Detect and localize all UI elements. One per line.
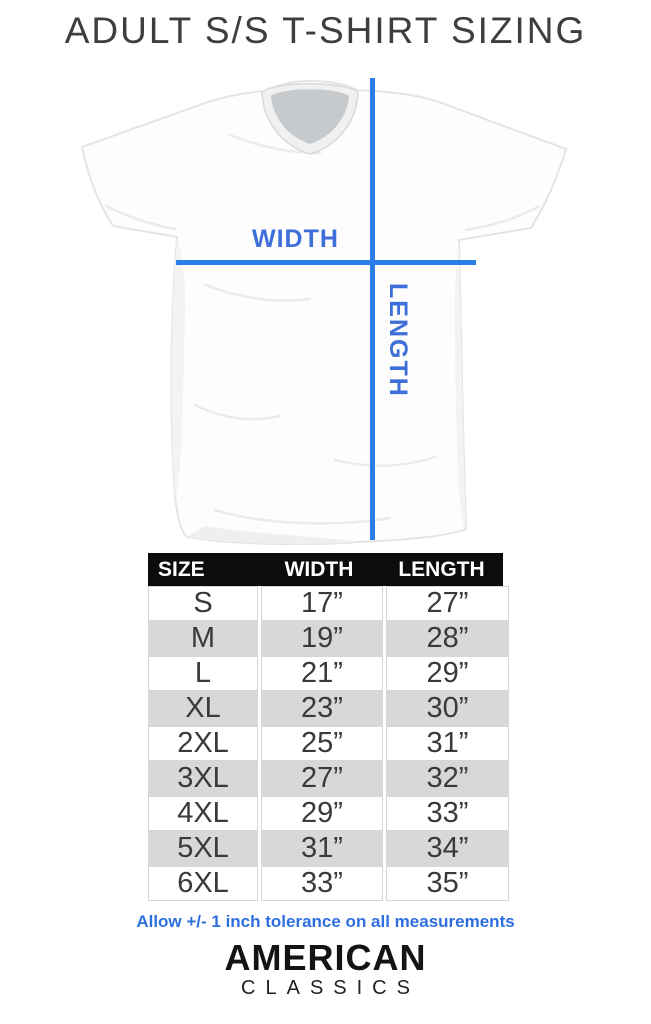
tshirt-diagram <box>0 75 651 545</box>
size-cell: 5XL <box>148 831 258 866</box>
size-cell: 4XL <box>148 796 258 831</box>
table-header-row <box>148 553 503 586</box>
length-cell: 31” <box>386 726 509 761</box>
length-cell: 30” <box>386 691 509 726</box>
length-cell: 32” <box>386 761 509 796</box>
size-cell: 2XL <box>148 726 258 761</box>
table-row <box>148 656 503 691</box>
width-cell: 27” <box>261 761 383 796</box>
size-cell: L <box>148 656 258 691</box>
size-cell: 6XL <box>148 866 258 901</box>
length-cell: 29” <box>386 656 509 691</box>
width-cell: 25” <box>261 726 383 761</box>
table-row <box>148 621 503 656</box>
width-cell: 31” <box>261 831 383 866</box>
size-cell: 3XL <box>148 761 258 796</box>
header-length: LENGTH <box>398 557 485 581</box>
brand-name-top: AMERICAN <box>224 937 427 978</box>
header-width: WIDTH <box>284 557 354 581</box>
width-cell: 19” <box>261 621 383 656</box>
length-measure-line <box>370 78 375 540</box>
size-cell: S <box>148 586 258 621</box>
table-row <box>148 796 503 831</box>
length-label: LENGTH <box>384 283 412 398</box>
table-row <box>148 726 503 761</box>
brand-logo <box>0 937 651 999</box>
tolerance-note: Allow +/- 1 inch tolerance on all measurements <box>136 912 515 931</box>
width-cell: 23” <box>261 691 383 726</box>
table-row <box>148 761 503 796</box>
width-measure-line <box>176 260 476 265</box>
length-cell: 27” <box>386 586 509 621</box>
tshirt-illustration <box>0 75 651 545</box>
brand-name-bottom: CLASSICS <box>241 977 420 999</box>
width-cell: 33” <box>261 866 383 901</box>
length-cell: 34” <box>386 831 509 866</box>
table-row <box>148 866 503 901</box>
table-row <box>148 691 503 726</box>
length-cell: 33” <box>386 796 509 831</box>
width-label: WIDTH <box>252 225 339 253</box>
page-title: ADULT S/S T-SHIRT SIZING <box>64 10 587 51</box>
size-table <box>148 553 503 901</box>
width-cell: 29” <box>261 796 383 831</box>
length-cell: 28” <box>386 621 509 656</box>
table-row <box>148 586 503 621</box>
size-cell: XL <box>148 691 258 726</box>
size-cell: M <box>148 621 258 656</box>
length-cell: 35” <box>386 866 509 901</box>
width-cell: 21” <box>261 656 383 691</box>
width-cell: 17” <box>261 586 383 621</box>
header-size: SIZE <box>158 557 205 581</box>
table-row <box>148 831 503 866</box>
